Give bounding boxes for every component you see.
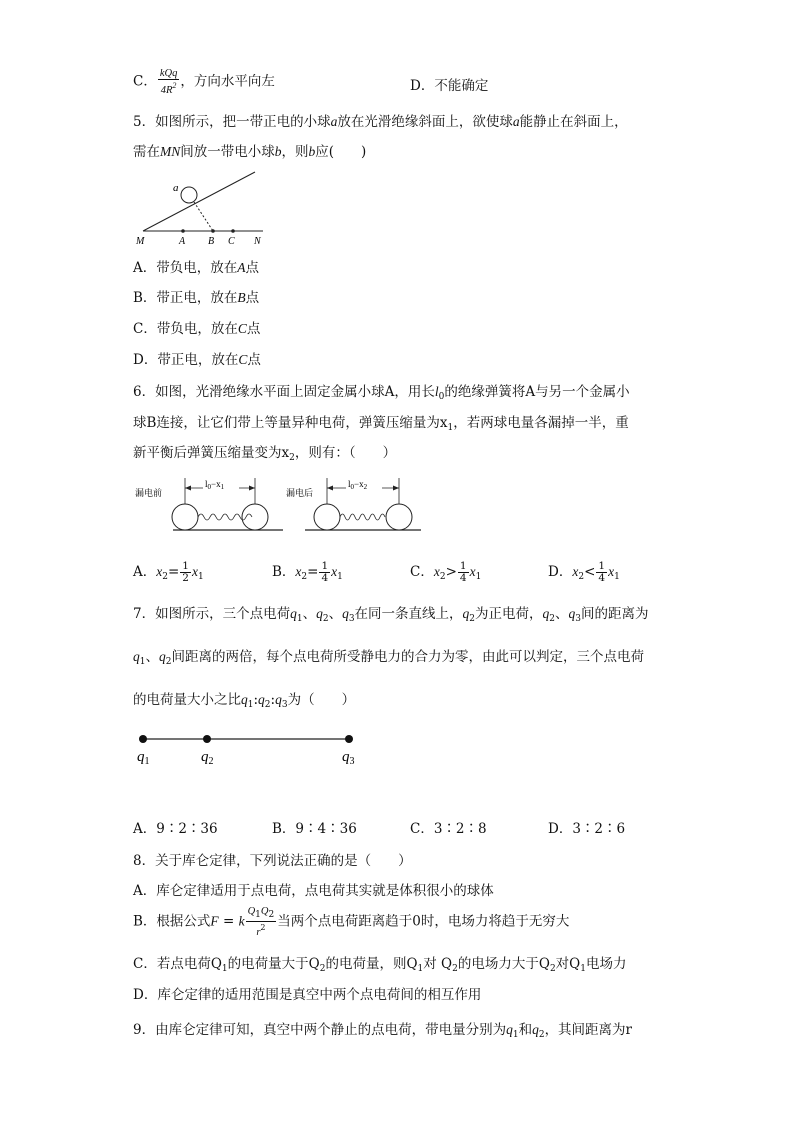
q6-before-dim-label: $l_0-x_1$ [205,479,225,491]
q6-after-ball-a [314,504,340,530]
q6-before-arrow-left [185,486,191,491]
q7-option-a: A．9∶2∶36 [133,821,218,837]
q7-charge-q2-dot [203,735,211,743]
q6-before-ball-a [172,504,198,530]
q5-dashed-perpendicular [194,202,213,231]
q7-stem-line1: 7．如图所示，三个点电荷$q_1$、$q_2$、$q_3$在同一条直线上，$q_2$为正电荷，$q_2$、$q_3$间的距离为 [133,606,649,624]
q6-option-d: D．$x_2<$ $\frac{1}{4}$ $x_1$ [548,560,620,584]
q6-spring-figure [133,474,433,538]
q5-point-a-dot [181,229,185,233]
q6-before-arrow-right [249,486,255,491]
q6-option-b: B．$x_2=$ $\frac{1}{4}$ $x_1$ [272,560,343,584]
q5-incline-line [143,172,255,231]
q5-ball-a [181,187,197,203]
q5-option-b: B．带正电，放在B点 [133,290,260,306]
q6-after-dim-label: $l_0-x_2$ [348,479,368,491]
q6-option-c: C．$x_2>$ $\frac{1}{4}$ $x_1$ [410,560,482,584]
q7-option-b: B．9∶4∶36 [272,821,357,837]
q7-stem-line2: $q_1$、$q_2$间距离的两倍，每个点电荷所受静电力的合力为零，由此可以判定，三个点电荷 [133,649,644,667]
q5-option-a: A．带负电，放在A点 [133,260,259,276]
q6-after-spring [340,514,385,520]
q4-option-c-fraction: $\frac{\text{kQq}}{4R^2}$ [159,68,178,96]
q6-stem-line3: 新平衡后弹簧压缩量变为$x_2$，则有：（ ） [133,445,397,463]
q9-stem: 9．由库仑定律可知，真空中两个静止的点电荷，带电量分别为$q_1$和$q_2$，其间距离为r [133,1022,633,1040]
q7-stem-line3: 的电荷量大小之比$q_1:q_2:q_3$为（ ） [133,692,356,710]
q5-incline-figure [133,172,273,247]
q6-after-ball-b [386,504,412,530]
q7-label-q2: $q_2$ [201,749,214,767]
q7-option-d: D．3∶2∶6 [548,821,626,837]
q4-option-c: C． $\frac{\text{kQq}}{4R^2}$ ，方向水平向左 [133,68,275,96]
q5-label-a: a [173,182,179,194]
q7-option-c: C．3∶2∶8 [410,821,487,837]
q5-label-m: M [136,236,145,247]
q5-label-n: N [254,236,261,247]
q4-option-d: D．不能确定 [410,78,489,94]
q8-option-b: B．根据公式F = k $\frac{Q1Q2}{r^2}$ 当两个点电荷距离趋于0时，电场力将趋于无穷大 [133,906,570,938]
q5-point-c-dot [231,229,235,233]
q6-stem-line1: 6．如图，光滑绝缘水平面上固定金属小球A，用长$l_0$的绝缘弹簧将A与另一个金属小 [133,384,630,402]
q6-stem-line2: 球B连接，让它们带上等量异种电荷，弹簧压缩量为$x_1$，若两球电量各漏掉一半，重 [133,415,629,433]
q8-option-d: D．库仑定律的适用范围是真空中两个点电荷间的相互作用 [133,987,482,1003]
q5-label-point-b: B [208,236,215,247]
q8-option-a: A．库仑定律适用于点电荷，点电荷其实就是体积很小的球体 [133,883,494,899]
q5-stem-line2: 需在MN间放一带电小球b，则b应( ) [133,144,367,160]
q7-charge-q3-dot [345,735,353,743]
q6-after-arrow-left [327,486,333,491]
q7-charges-figure [133,730,373,770]
q5-option-d: D．带正电，放在C点 [133,352,261,368]
q7-charge-q1-dot [139,735,147,743]
q5-label-point-a: A [179,236,186,247]
q6-after-arrow-right [393,486,399,491]
q5-point-b-dot [211,229,215,233]
q7-label-q1: $q_1$ [137,749,150,767]
q5-option-c: C．带负电，放在C点 [133,321,261,337]
q6-label-after: 漏电后 [286,488,314,498]
q6-label-before: 漏电前 [135,488,163,498]
q8-option-c: C．若点电荷$Q_1$的电荷量大于$Q_2$的电荷量，则$Q_1$对 $Q_2$的电场力大于$Q_2$对$Q_1$电场力 [133,956,627,974]
q6-option-a: A．$x_2=$ $\frac{1}{2}$ $x_1$ [133,560,204,584]
q5-label-point-c: C [228,236,235,247]
q8-stem: 8．关于库仑定律，下列说法正确的是（ ） [133,853,412,869]
q7-label-q3: $q_3$ [342,749,355,767]
q5-stem-line1: 5．如图所示，把一带正电的小球a放在光滑绝缘斜面上，欲使球a能静止在斜面上， [133,114,628,130]
